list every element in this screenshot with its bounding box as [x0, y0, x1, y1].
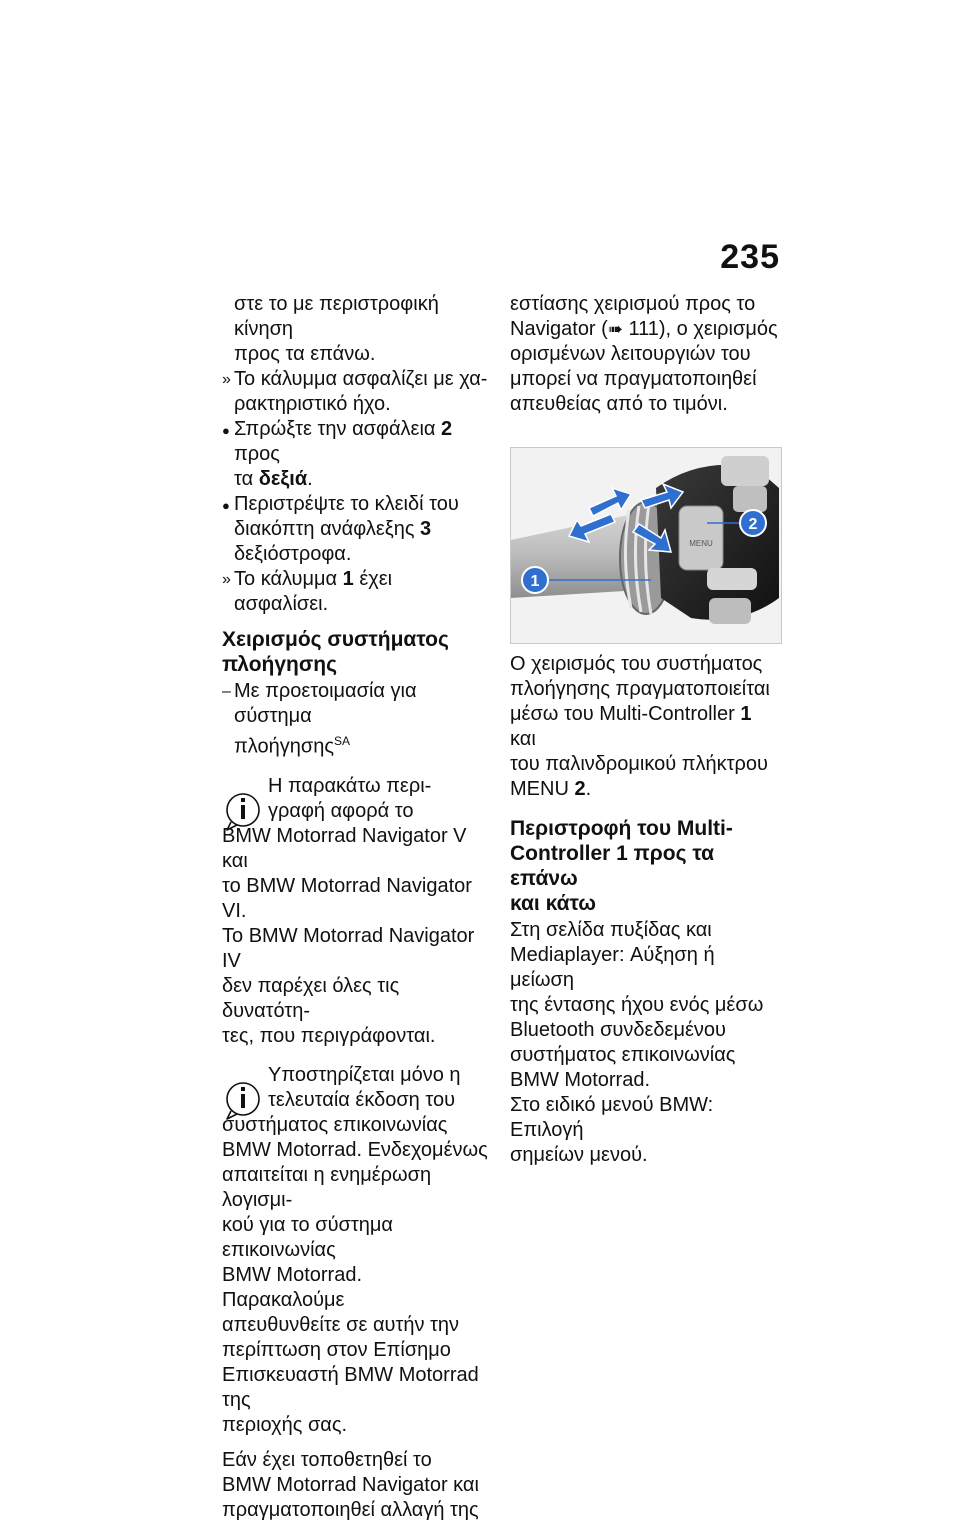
- dash-mark: –: [222, 683, 231, 700]
- ref-number: 2: [574, 778, 586, 800]
- text-span: διακόπτη ανάφλεξης: [234, 518, 421, 540]
- text-line: ορισμένων λειτουργιών του: [510, 343, 751, 365]
- text-span: μέσω του Multi-Controller: [510, 703, 741, 725]
- section-heading: [510, 816, 780, 916]
- text-line: BMW Motorrad. Παρακαλούμε: [222, 1263, 363, 1311]
- text-span: προς: [234, 443, 280, 465]
- text-span: Navigator (: [510, 318, 608, 340]
- text-line: της έντασης ήχου ενός μέσω: [510, 994, 764, 1016]
- result-item: [222, 567, 490, 617]
- ref-number: 1: [342, 568, 354, 590]
- text-span: και: [510, 728, 536, 750]
- text-span: .: [585, 778, 592, 800]
- text-line: σημείων μενού.: [510, 1144, 648, 1166]
- right-column: [510, 292, 780, 1168]
- text-span: έχει ασφαλίσει.: [234, 568, 393, 615]
- text-line: Περιστρέψτε το κλειδί του: [234, 493, 459, 515]
- text-line: δεξιόστροφα.: [234, 543, 352, 565]
- text-line: μπορεί να πραγματοποιηθεί: [510, 368, 757, 390]
- text-line: δεν παρέχει όλες τις δυνατότη-: [222, 974, 400, 1022]
- text-line: τελευταία έκδοση του: [268, 1088, 456, 1111]
- text-line: Εάν έχει τοποθετηθεί το: [222, 1448, 432, 1471]
- text-span: πλοήγησης: [234, 735, 334, 758]
- text-line: απαιτείται η ενημέρωση λογισμι-: [222, 1163, 432, 1211]
- ref-number: 3: [420, 518, 432, 540]
- ref-number: 2: [441, 418, 453, 440]
- text-line: Mediaplayer: Αύξηση ή μείωση: [510, 944, 715, 991]
- precondition-item: [222, 679, 490, 760]
- text-line: συστήματος επικοινωνίας: [222, 1113, 448, 1136]
- result-item: [222, 367, 490, 417]
- text-line: ρακτηριστικό ήχο.: [234, 393, 391, 415]
- text-line: Bluetooth συνδεδεμένου: [510, 1019, 726, 1041]
- page-ref-arrow-icon: ➠: [607, 319, 623, 339]
- text-span: .: [307, 468, 313, 490]
- handlebar-controls-figure: [510, 447, 782, 644]
- text-line: απευθυνθείτε σε αυτήν την: [222, 1313, 460, 1336]
- text-line: BMW Motorrad. Ενδεχομένως: [222, 1138, 488, 1161]
- heading-line: Χειρισμός συστήματος: [222, 628, 449, 651]
- callout-label-1: 1: [530, 573, 540, 590]
- text-line: εστίασης χειρισμού προς το: [510, 293, 756, 315]
- text-line: Το BMW Motorrad Navigator IV: [222, 924, 475, 972]
- info-icon: [224, 788, 264, 832]
- text-line: BMW Motorrad Navigator V και: [222, 824, 467, 872]
- text-line: προς τα επάνω.: [234, 343, 376, 365]
- heading-line: και κάτω: [510, 892, 597, 915]
- ref-number: 1: [740, 703, 752, 725]
- text-line: του παλινδρομικού πλήκτρου: [510, 753, 768, 775]
- text-line: Επισκευαστή BMW Motorrad της: [222, 1363, 479, 1411]
- text-line: BMW Motorrad Navigator και: [222, 1473, 479, 1496]
- text-line: γραφή αφορά το: [268, 799, 414, 822]
- text-span: Το κάλυμμα: [234, 568, 343, 590]
- info-note: [222, 1063, 490, 1438]
- bullet-item: [222, 417, 490, 492]
- text-line: Υποστηρίζεται μόνο η: [268, 1063, 461, 1086]
- text-line: BMW Motorrad.: [510, 1069, 651, 1091]
- text-line: απευθείας από το τιμόνι.: [510, 393, 728, 415]
- result-mark: »: [222, 371, 231, 388]
- text-line: περιοχής σας.: [222, 1413, 348, 1436]
- bold-word: δεξιά: [258, 468, 308, 490]
- text-span: Σπρώξτε την ασφάλεια: [234, 418, 442, 440]
- heading-line: πλοήγησης: [222, 653, 337, 676]
- text-line: περίπτωση στον Επίσημο: [222, 1338, 451, 1361]
- heading-line: Controller 1 προς τα επάνω: [510, 842, 715, 890]
- text-line: το BMW Motorrad Navigator VI.: [222, 874, 472, 922]
- text-line: Στη σελίδα πυξίδας και: [510, 919, 712, 941]
- text-line: τες, που περιγράφονται.: [222, 1024, 436, 1047]
- left-column: [222, 292, 490, 1523]
- text-line: Το κάλυμμα ασφαλίζει με χα-: [234, 368, 488, 390]
- text-line: Στο ειδικό μενού BMW: Επιλογή: [510, 1094, 714, 1141]
- text-line: Η παρακάτω περι-: [268, 774, 432, 797]
- bullet-item: [222, 492, 490, 567]
- heading-line: Περιστροφή του Multi-: [510, 817, 733, 840]
- text-line: στε το με περιστροφική κίνηση: [234, 293, 439, 340]
- info-note: [222, 774, 490, 1049]
- menu-key-text: MENU: [689, 539, 713, 548]
- info-icon: [224, 1077, 264, 1121]
- bullet-mark: ●: [222, 423, 230, 438]
- text-span: τα: [234, 468, 259, 490]
- text-span: 111), ο χειρισμός: [622, 318, 778, 340]
- section-heading: [222, 627, 490, 677]
- handlebar-illustration: [511, 448, 781, 643]
- text-line: Με προετοιμασία για σύστημα: [234, 680, 417, 727]
- text-line: πλοήγησης πραγματοποιείται: [510, 678, 770, 700]
- text-span: MENU: [510, 778, 575, 800]
- text-line: πραγματοποιηθεί αλλαγή της: [222, 1498, 479, 1521]
- result-mark: »: [222, 571, 231, 588]
- sa-superscript: SA: [333, 734, 350, 748]
- callout-label-2: 2: [748, 516, 758, 533]
- text-line: κού για το σύστημα επικοινωνίας: [222, 1213, 393, 1261]
- bullet-mark: ●: [222, 498, 230, 513]
- text-line: Ο χειρισμός του συστήματος: [510, 653, 763, 675]
- text-line: συστήματος επικοινωνίας: [510, 1044, 736, 1066]
- page-number: 235: [720, 238, 780, 276]
